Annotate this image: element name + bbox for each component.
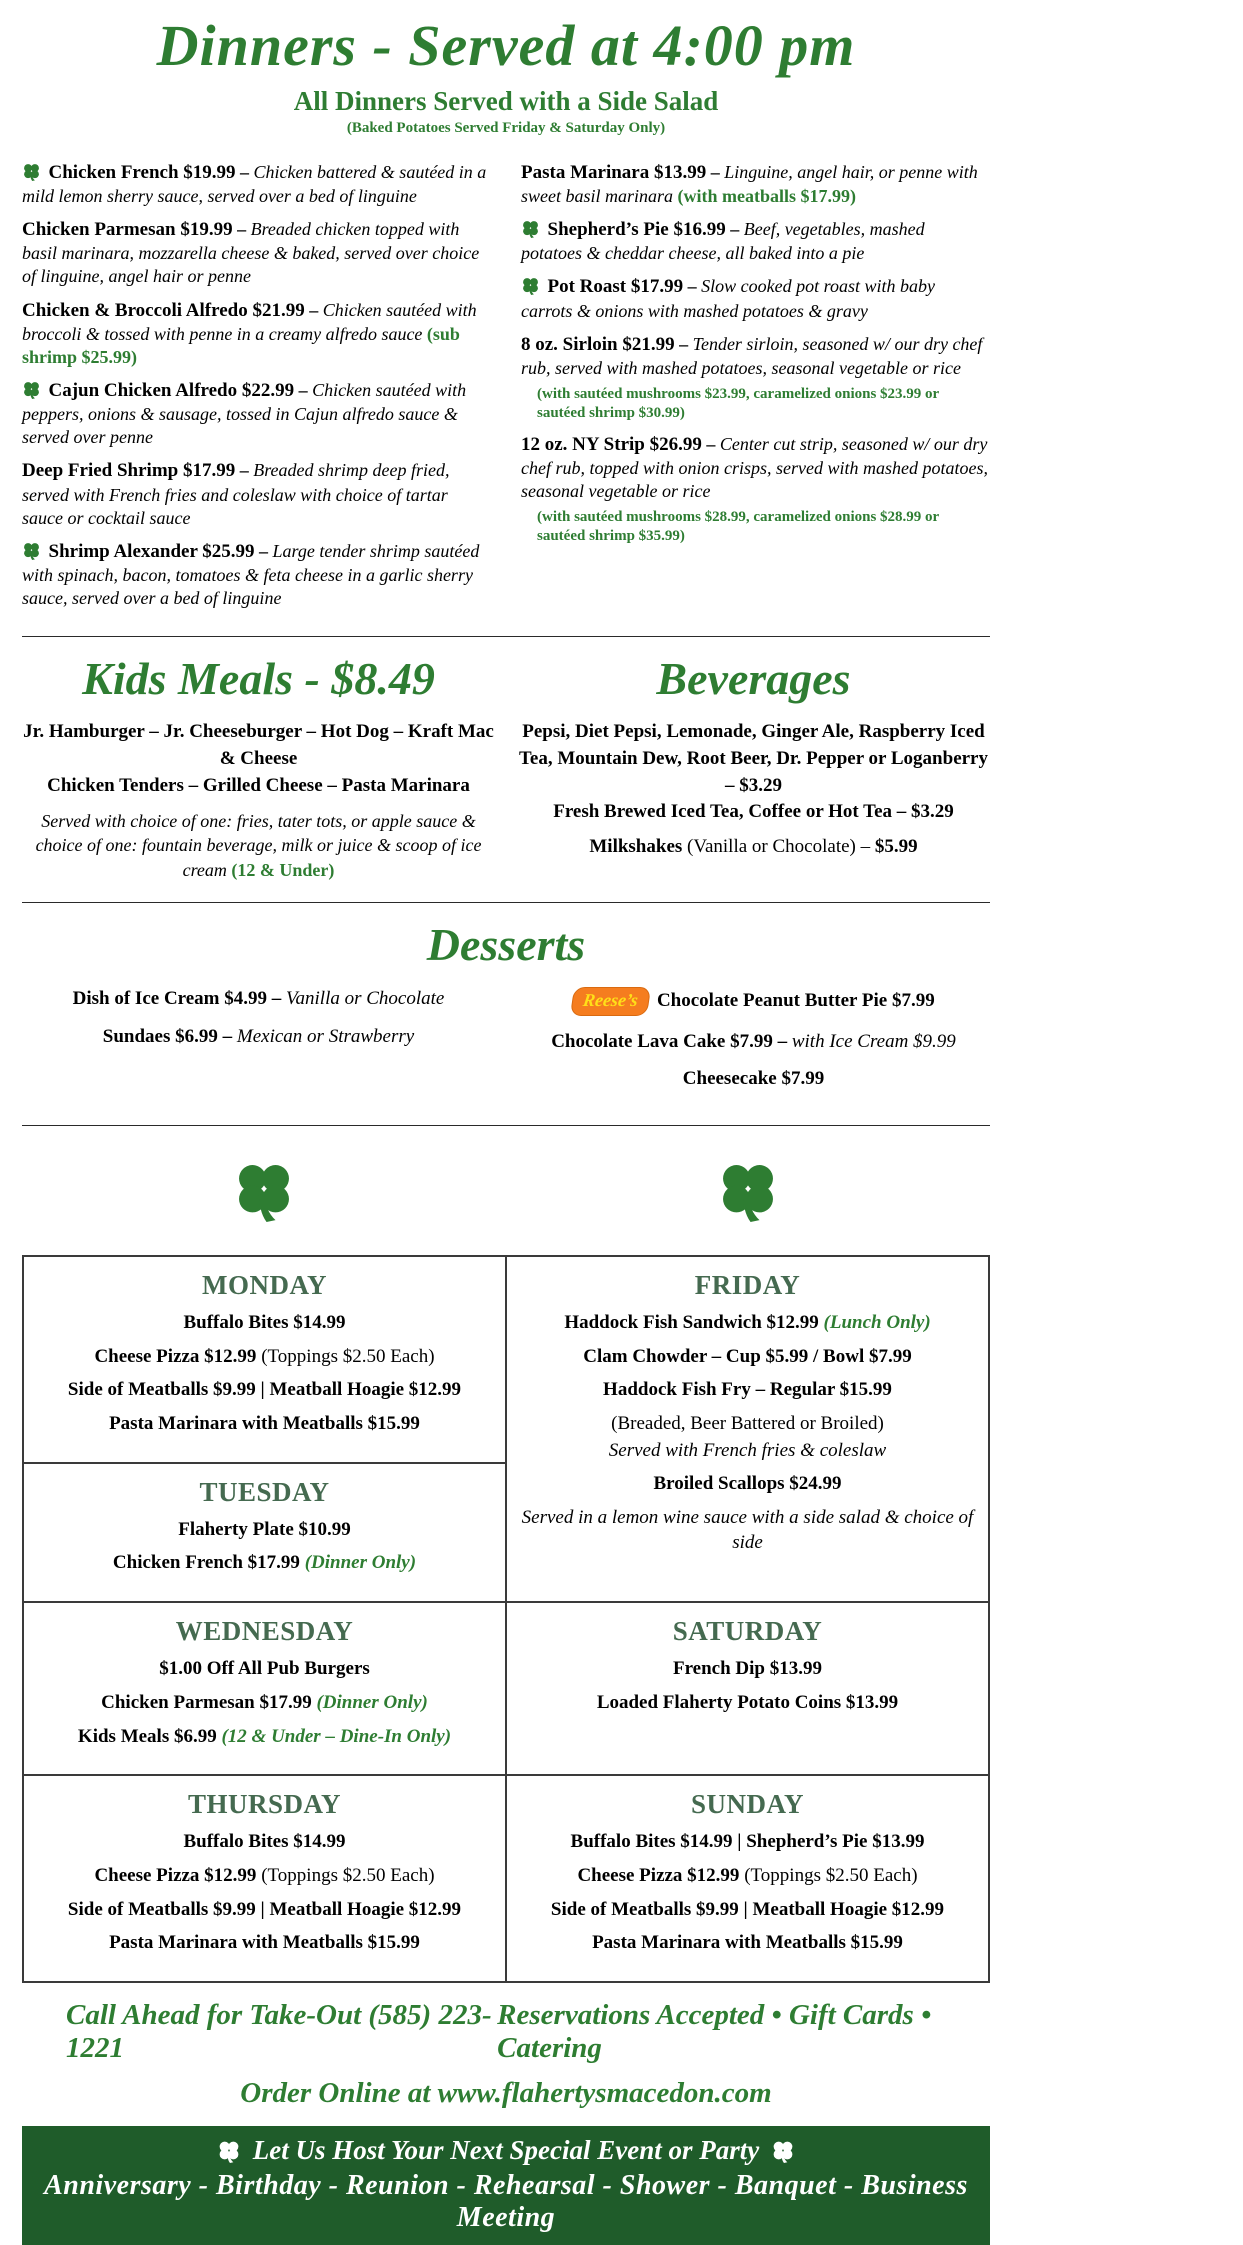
special-line <box>519 1657 976 1682</box>
item-description: Slow cooked pot roast with baby carrots & onions with mashed potatoes & gravy <box>521 276 935 321</box>
special-bold: French Dip $13.99 <box>672 1658 822 1680</box>
daily-specials-table <box>22 1255 990 1983</box>
menu-page <box>22 0 990 2245</box>
special-line <box>36 1518 493 1543</box>
item-dash: – <box>240 161 250 182</box>
item-name: Sundaes $6.99 <box>102 1025 218 1047</box>
menu-item-chicken-broccoli-alfredo <box>22 299 491 369</box>
special-line <box>519 1378 976 1403</box>
item-name: Pasta Marinara $13.99 <box>521 161 707 183</box>
item-dash: – <box>706 433 716 454</box>
kids-meals-title: Kids Meals - $8.49 <box>82 653 435 705</box>
special-bold: Cheese Pizza $12.99 <box>577 1864 740 1886</box>
desserts-left-column <box>22 987 495 1105</box>
kids-description-text: Served with choice of one: fries, tater tots, or apple sauce & choice of one: fountain beverage, milk or juice & scoop of ice cream <box>35 811 482 880</box>
special-bold: Buffalo Bites $14.99 | Shepherd’s Pie $13.99 <box>570 1831 925 1853</box>
special-line <box>519 1898 976 1923</box>
special-line <box>519 1345 976 1370</box>
special-plain: (Toppings $2.50 Each) <box>261 1345 435 1367</box>
special-bold: Buffalo Bites $14.99 <box>183 1831 346 1853</box>
special-italic: Served in a lemon wine sauce with a side salad & choice of side <box>521 1507 974 1553</box>
kids-description <box>22 809 495 882</box>
menu-item-sirloin <box>521 333 990 380</box>
special-line <box>519 1931 976 1956</box>
special-line <box>519 1472 976 1497</box>
menu-item-chicken-french <box>22 161 491 208</box>
special-line <box>36 1864 493 1889</box>
item-name: Deep Fried Shrimp $17.99 <box>22 460 236 482</box>
day-title: MONDAY <box>201 1270 327 1301</box>
banner-headline <box>22 2135 990 2166</box>
item-description: Tender sirloin, seasoned w/ our dry chef rub, served with mashed potatoes, seasonal vegetable or rice <box>521 333 983 379</box>
menu-item-pot-roast <box>521 275 990 322</box>
table-row <box>23 1602 989 1775</box>
item-dash: – <box>298 379 308 400</box>
item-name: Dish of Ice Cream $4.99 <box>72 988 268 1010</box>
special-line <box>36 1830 493 1855</box>
desserts-title: Desserts <box>426 918 586 970</box>
special-note: (Lunch Only) <box>823 1312 931 1334</box>
special-plain: (Toppings $2.50 Each) <box>744 1864 918 1886</box>
item-description: Breaded chicken topped with basil marinara, mozzarella cheese & baked, served over choice of linguine, angel hair or penne <box>22 219 480 287</box>
item-name: Shrimp Alexander $25.99 <box>48 540 255 562</box>
kids-items-line1: Jr. Hamburger – Jr. Cheeseburger – Hot Dog – Kraft Mac & Cheese <box>23 721 494 769</box>
header-subtitle: All Dinners Served with a Side Salad <box>293 85 719 116</box>
menu-item-chicken-parmesan <box>22 218 491 288</box>
shamrock-icon <box>521 276 540 295</box>
banner-headline-text: Let Us Host Your Next Special Event or Party <box>252 2134 760 2165</box>
dinners-right-column <box>521 161 990 620</box>
item-name: Chicken & Broccoli Alfredo $21.99 <box>22 299 305 321</box>
special-bold: Pasta Marinara with Meatballs $15.99 <box>109 1413 420 1435</box>
day-title: TUESDAY <box>199 1476 330 1507</box>
shamrock-icon <box>771 2139 795 2163</box>
day-title: SUNDAY <box>690 1789 805 1820</box>
item-note: (sub shrimp $25.99) <box>22 323 460 367</box>
reeses-logo: Reese’s <box>570 987 651 1016</box>
shamrock-icon <box>521 219 540 238</box>
special-note: (12 & Under – Dine-In Only) <box>221 1725 452 1747</box>
special-bold: Side of Meatballs $9.99 | Meatball Hoagie $12.99 <box>67 1379 462 1401</box>
milkshakes-price: $5.99 <box>874 835 918 857</box>
beverages-title: Beverages <box>656 653 851 705</box>
shamrock-icon <box>232 1158 296 1222</box>
special-line <box>519 1864 976 1889</box>
dessert-ice-cream <box>22 987 495 1012</box>
special-bold: Side of Meatballs $9.99 | Meatball Hoagie $12.99 <box>550 1898 945 1920</box>
special-bold: Haddock Fish Sandwich $12.99 <box>564 1312 819 1334</box>
special-bold: Chicken Parmesan $17.99 <box>101 1691 312 1713</box>
special-bold: Flaherty Plate $10.99 <box>178 1518 351 1540</box>
item-name: Shepherd’s Pie $16.99 <box>547 219 726 241</box>
special-bold: Side of Meatballs $9.99 | Meatball Hoagie $12.99 <box>67 1898 462 1920</box>
special-plain: (Toppings $2.50 Each) <box>261 1864 435 1886</box>
banner-events-list: Anniversary - Birthday - Reunion - Rehearsal - Shower - Banquet - Business Meeting <box>44 2169 968 2233</box>
special-line <box>36 1898 493 1923</box>
special-italic: Served with French fries & coleslaw <box>608 1439 887 1461</box>
special-line <box>36 1311 493 1336</box>
kids-meals-section <box>22 655 495 882</box>
item-dash: – <box>730 219 740 240</box>
specials-monday-cell <box>23 1256 506 1463</box>
day-title: FRIDAY <box>694 1270 801 1301</box>
event-banner <box>22 2126 990 2245</box>
dessert-sundaes <box>22 1025 495 1050</box>
item-description: Chicken battered & sautéed in a mild lemon sherry sauce, served over a bed of linguine <box>22 161 487 207</box>
special-line <box>36 1412 493 1437</box>
beverages-milkshakes <box>517 834 990 861</box>
page-title: Dinners - Served at 4:00 pm <box>156 13 856 78</box>
special-bold: Cheese Pizza $12.99 <box>94 1864 257 1886</box>
menu-header <box>22 14 990 137</box>
desserts-section <box>22 913 990 1115</box>
item-note: (with meatballs $17.99) <box>677 186 857 207</box>
special-line <box>36 1931 493 1956</box>
special-plain: (Breaded, Beer Battered or Broiled) <box>611 1413 884 1435</box>
item-description: Chicken sautéed with peppers, onions & sausage, tossed in Cajun alfredo sauce & served over penne <box>22 379 467 448</box>
header-note: (Baked Potatoes Served Friday & Saturday Only) <box>346 119 666 136</box>
item-description: with Ice Cream $9.99 <box>791 1030 956 1052</box>
dessert-peanut-butter-pie <box>517 987 990 1016</box>
special-line <box>36 1691 493 1716</box>
special-bold: Pasta Marinara with Meatballs $15.99 <box>109 1932 420 1954</box>
item-description: Vanilla or Chocolate <box>286 988 445 1010</box>
item-addon: (with sautéed mushrooms $23.99, caramelized onions $23.99 or sautéed shrimp $30.99) <box>537 386 939 421</box>
special-bold: Buffalo Bites $14.99 <box>183 1312 346 1334</box>
special-bold: Pasta Marinara with Meatballs $15.99 <box>592 1932 903 1954</box>
desserts-grid <box>22 987 990 1105</box>
specials-wednesday-cell <box>23 1602 506 1775</box>
item-dash: – <box>687 276 697 297</box>
specials-tuesday-cell <box>23 1463 506 1602</box>
shamrock-right <box>506 1158 990 1227</box>
item-name: Chocolate Peanut Butter Pie $7.99 <box>656 990 935 1012</box>
section-divider <box>22 1125 990 1126</box>
special-bold: Cheese Pizza $12.99 <box>94 1345 257 1367</box>
item-dash: – <box>309 299 319 320</box>
shamrock-icon <box>22 380 41 399</box>
menu-item-pasta-marinara <box>521 161 990 208</box>
item-name: 12 oz. NY Strip $26.99 <box>521 433 702 455</box>
menu-item-shepherds-pie <box>521 218 990 265</box>
menu-item-deep-fried-shrimp <box>22 459 491 529</box>
beverages-hot-drinks: Fresh Brewed Iced Tea, Coffee or Hot Tea – $3.29 <box>553 801 954 823</box>
item-dash: – <box>777 1030 788 1052</box>
special-line <box>36 1345 493 1370</box>
footer <box>22 1983 990 2245</box>
section-divider <box>22 636 990 637</box>
item-name: Pot Roast $17.99 <box>547 276 684 298</box>
item-dash: – <box>679 333 689 354</box>
item-dash: – <box>710 161 720 182</box>
order-online-url: Order Online at www.flahertysmacedon.com <box>240 2076 772 2109</box>
item-description: Linguine, angel hair, or penne with sweet basil marinara <box>521 161 978 207</box>
shamrock-decoration-row <box>22 1158 990 1227</box>
table-row <box>23 1256 989 1463</box>
special-line <box>519 1506 976 1555</box>
menu-item-shrimp-alexander <box>22 540 491 610</box>
item-name: Cheesecake $7.99 <box>682 1068 825 1090</box>
item-name: Cajun Chicken Alfredo $22.99 <box>48 379 295 401</box>
item-dash: – <box>222 1025 233 1047</box>
section-divider <box>22 902 990 903</box>
special-line <box>36 1657 493 1682</box>
special-bold: Haddock Fish Fry – Regular $15.99 <box>603 1379 892 1401</box>
special-bold: Broiled Scallops $24.99 <box>653 1473 842 1495</box>
special-bold: Loaded Flaherty Potato Coins $13.99 <box>596 1691 899 1713</box>
item-description: Chicken sautéed with broccoli & tossed with penne in a creamy alfredo sauce <box>22 299 477 344</box>
item-addon: (with sautéed mushrooms $28.99, caramelized onions $28.99 or sautéed shrimp $35.99) <box>537 509 939 544</box>
special-bold: Kids Meals $6.99 <box>77 1725 217 1747</box>
item-description: Large tender shrimp sautéed with spinach, bacon, tomatoes & feta cheese in a garlic sherry sauce, served over a bed of linguine <box>22 540 480 608</box>
item-description: Beef, vegetables, mashed potatoes & cheddar cheese, all baked into a pie <box>521 219 925 264</box>
specials-thursday-cell <box>23 1775 506 1982</box>
shamrock-icon <box>217 2139 241 2163</box>
special-line <box>519 1439 976 1464</box>
item-dash: – <box>237 219 247 240</box>
special-line <box>519 1412 976 1437</box>
day-title: WEDNESDAY <box>175 1616 354 1647</box>
specials-sunday-cell <box>506 1775 989 1982</box>
item-dash: – <box>271 988 282 1010</box>
table-row <box>23 1775 989 1982</box>
item-name: 8 oz. Sirloin $21.99 <box>521 333 675 355</box>
special-line <box>36 1378 493 1403</box>
kids-beverages-section <box>22 655 990 882</box>
special-note: (Dinner Only) <box>316 1691 428 1713</box>
beverages-sodas: Pepsi, Diet Pepsi, Lemonade, Ginger Ale, Raspberry Iced Tea, Mountain Dew, Root Beer, Dr. Pepper or Loganberry – $3.29 <box>518 721 988 796</box>
beverages-section <box>517 655 990 882</box>
special-bold: Chicken French $17.99 <box>112 1552 300 1574</box>
milkshakes-name: Milkshakes <box>589 835 683 857</box>
special-bold: $1.00 Off All Pub Burgers <box>159 1658 370 1680</box>
special-line <box>36 1551 493 1576</box>
dinners-section <box>22 161 990 620</box>
desserts-right-column <box>517 987 990 1105</box>
kids-items-line2: Chicken Tenders – Grilled Cheese – Pasta Marinara <box>47 774 470 796</box>
specials-friday-cell <box>506 1256 989 1602</box>
menu-item-ny-strip <box>521 433 990 503</box>
special-note: (Dinner Only) <box>304 1552 417 1574</box>
takeout-phone: Call Ahead for Take-Out (585) 223-1221 <box>66 1998 492 2064</box>
special-line <box>519 1830 976 1855</box>
item-description: Center cut strip, seasoned w/ our dry chef rub, topped with onion crisps, served with mashed potatoes, seasonal vegetable or rice <box>521 433 988 502</box>
special-line <box>36 1725 493 1750</box>
special-bold: Clam Chowder – Cup $5.99 / Bowl $7.99 <box>583 1345 912 1367</box>
shamrock-left <box>22 1158 506 1227</box>
milkshakes-flavors: (Vanilla or Chocolate) – <box>687 835 871 857</box>
item-name: Chicken Parmesan $19.99 <box>22 219 233 241</box>
menu-item-cajun-chicken-alfredo <box>22 379 491 449</box>
specials-saturday-cell <box>506 1602 989 1775</box>
item-dash: – <box>239 460 249 481</box>
day-title: THURSDAY <box>187 1789 342 1820</box>
footer-contact-row <box>22 1999 990 2065</box>
dessert-cheesecake <box>517 1067 990 1092</box>
shamrock-icon <box>716 1158 780 1222</box>
kids-age-note: (12 & Under) <box>231 859 335 880</box>
dinners-left-column <box>22 161 491 620</box>
dessert-lava-cake <box>517 1030 990 1055</box>
item-description: Mexican or Strawberry <box>236 1025 415 1047</box>
shamrock-icon <box>22 541 41 560</box>
item-name: Chocolate Lava Cake $7.99 <box>551 1030 773 1052</box>
special-line <box>519 1311 976 1336</box>
day-title: SATURDAY <box>672 1616 823 1647</box>
special-line <box>519 1691 976 1716</box>
item-description: Breaded shrimp deep fried, served with French fries and coleslaw with choice of tartar sauce or cocktail sauce <box>22 460 450 528</box>
item-dash: – <box>259 540 269 561</box>
item-name: Chicken French $19.99 <box>48 161 236 183</box>
shamrock-icon <box>22 162 41 181</box>
services-info: Reservations Accepted • Gift Cards • Catering <box>497 1998 932 2064</box>
